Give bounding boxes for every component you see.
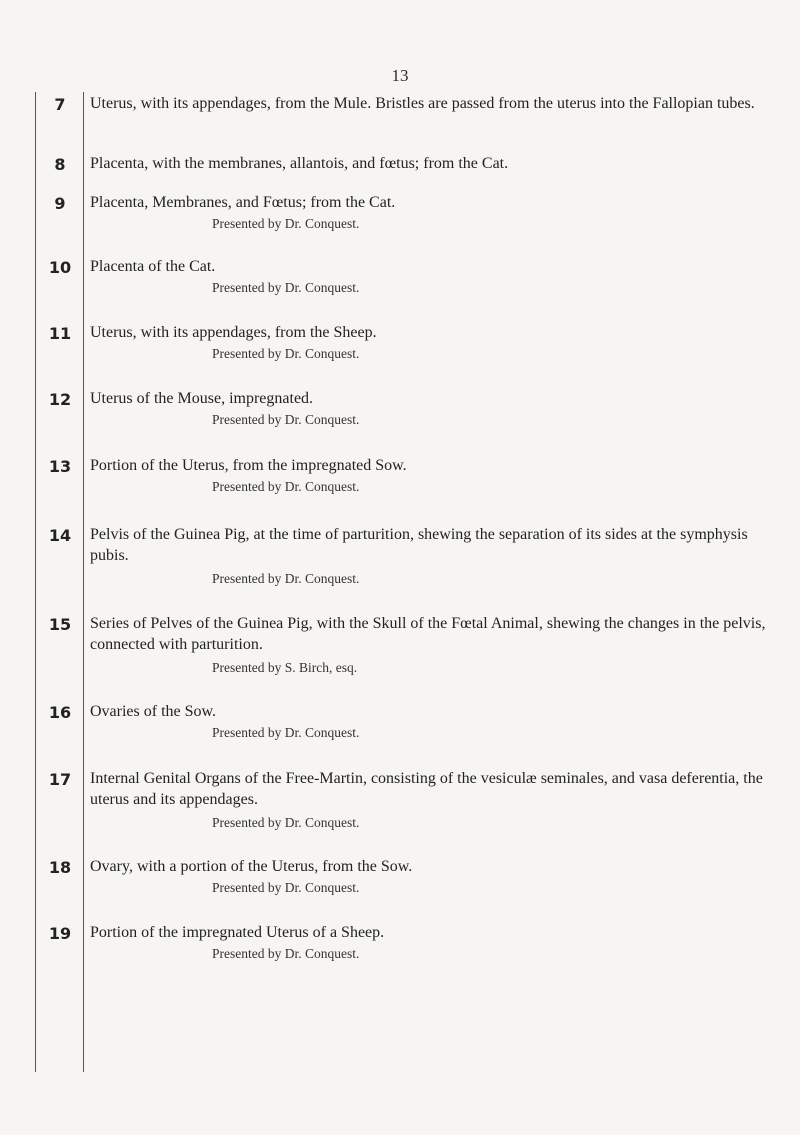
left-margin-rule (35, 92, 36, 1072)
entry-credit: Presented by Dr. Conquest. (212, 216, 360, 231)
entry-number: 17 (48, 770, 72, 789)
entry-number: 7 (54, 95, 66, 114)
entry-credit: Presented by Dr. Conquest. (212, 412, 360, 427)
entry-number: 18 (48, 858, 72, 877)
entry-credit: Presented by Dr. Conquest. (212, 479, 360, 494)
entry-description: Placenta of the Cat. (90, 258, 216, 275)
entry-number: 8 (54, 155, 66, 174)
entry-credit: Presented by S. Birch, esq. (212, 660, 358, 675)
entry-number: 14 (48, 526, 72, 545)
entry-description: Ovaries of the Sow. (90, 703, 217, 720)
entry-number: 9 (54, 194, 66, 213)
entry-credit: Presented by Dr. Conquest. (212, 946, 360, 961)
entry-number: 16 (48, 703, 72, 722)
entry-credit: Presented by Dr. Conquest. (212, 815, 360, 830)
entry-credit: Presented by Dr. Conquest. (212, 725, 360, 740)
entry-description: Portion of the Uterus, from the impregnated Sow. (90, 457, 407, 474)
entry-credit: Presented by Dr. Conquest. (212, 346, 360, 361)
entry-credit: Presented by Dr. Conquest. (212, 280, 360, 295)
entry-credit: Presented by Dr. Conquest. (212, 571, 360, 586)
entry-credit: Presented by Dr. Conquest. (212, 880, 360, 895)
entry-number: 19 (48, 924, 72, 943)
entry-description: Uterus, with its appendages, from the Mule. Bristles are passed from the uterus into the Fallopian tubes. (90, 95, 755, 112)
number-column-rule (83, 92, 84, 1072)
entry-description: Ovary, with a portion of the Uterus, from the Sow. (90, 858, 413, 875)
entry-description: Series of Pelves of the Guinea Pig, with the Skull of the Fœtal Animal, shewing the changes in the pelvis, connected with parturition. (90, 615, 766, 653)
entry-description: Portion of the impregnated Uterus of a Sheep. (90, 924, 385, 941)
entry-number: 15 (48, 615, 72, 634)
entry-description: Uterus of the Mouse, impregnated. (90, 390, 314, 407)
entry-number: 11 (48, 324, 72, 343)
entry-description: Placenta, with the membranes, allantois, and fœtus; from the Cat. (90, 155, 509, 172)
entry-number: 12 (48, 390, 72, 409)
entry-description: Internal Genital Organs of the Free-Martin, consisting of the vesiculæ seminales, and vasa deferentia, the uterus and its appendages. (90, 770, 763, 808)
page-number: 13 (391, 66, 409, 85)
entry-description: Pelvis of the Guinea Pig, at the time of parturition, shewing the separation of its sides at the symphysis pubis. (90, 526, 748, 564)
entry-description: Uterus, with its appendages, from the Sheep. (90, 324, 377, 341)
entry-number: 13 (48, 457, 72, 476)
entry-description: Placenta, Membranes, and Fœtus; from the Cat. (90, 194, 396, 211)
entry-number: 10 (48, 258, 72, 277)
